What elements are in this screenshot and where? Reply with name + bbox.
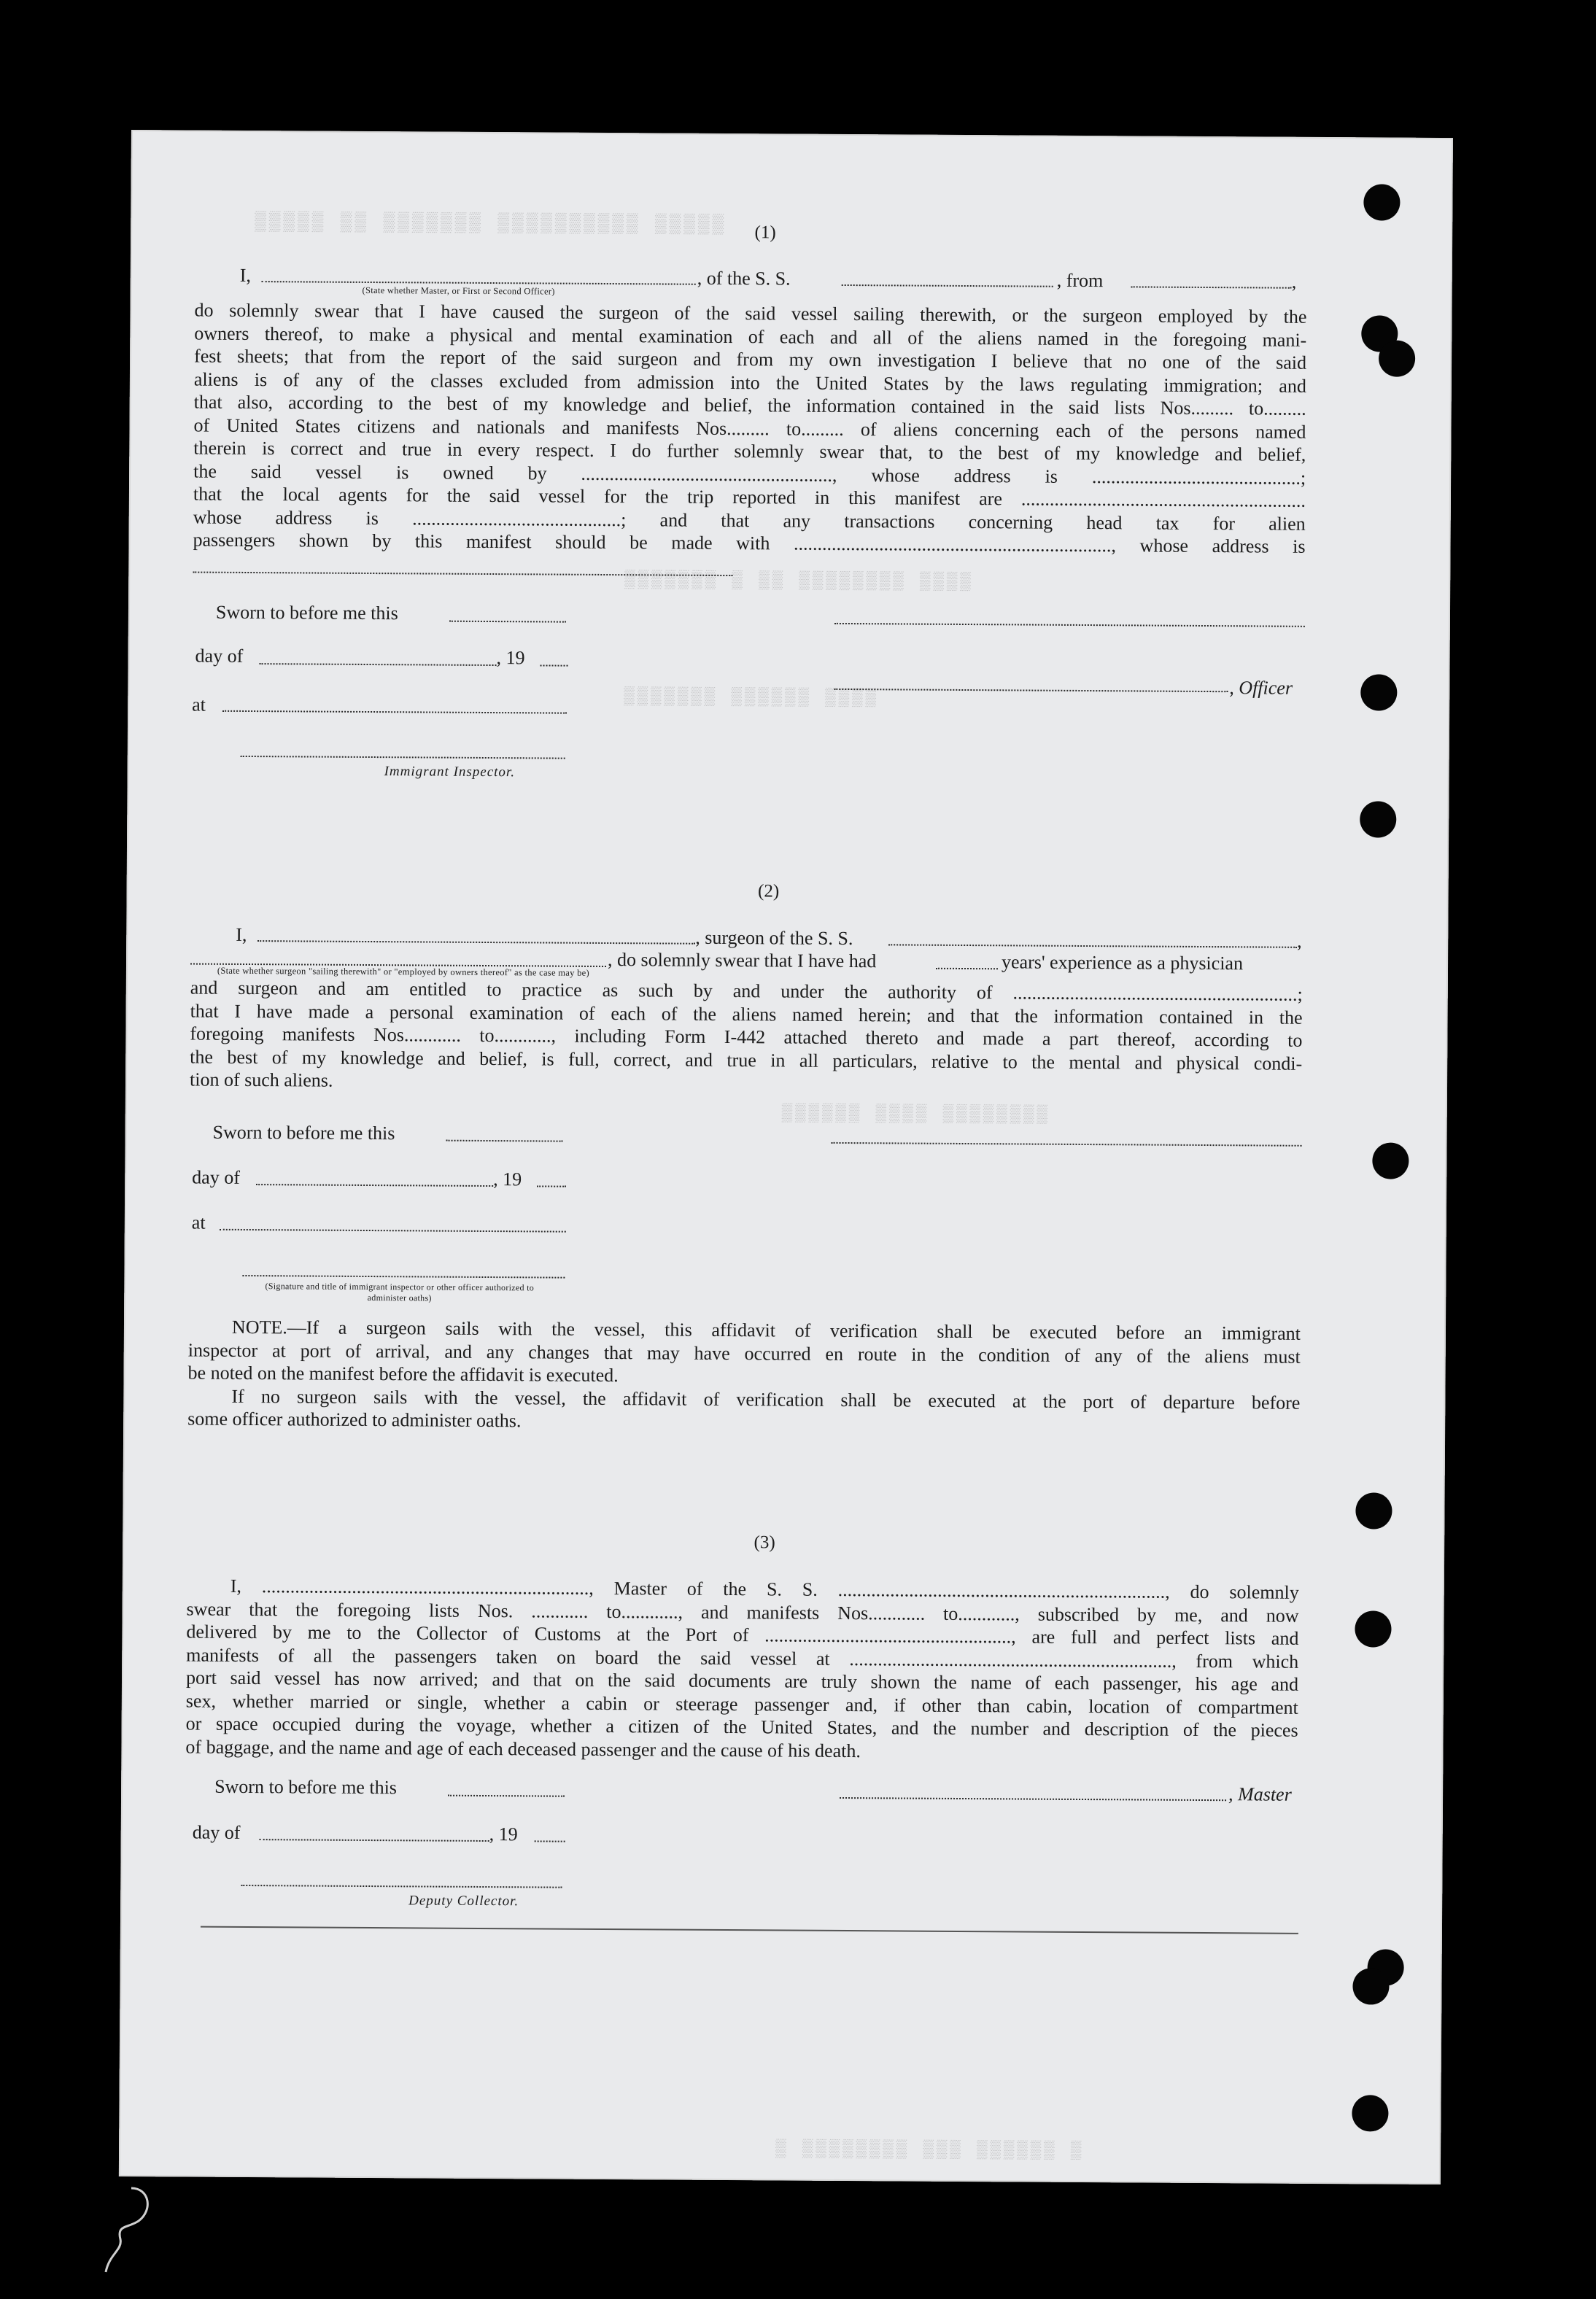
s1-rank-note: (State whether Master, or First or Second Officer) bbox=[362, 284, 555, 297]
s3-body-line: port said vessel has now arrived; and that on the said documents are truly shown the name of each passenger, his age and bbox=[185, 1667, 1299, 1695]
s1-line1-from: , from bbox=[1056, 269, 1104, 292]
s1-sworn-label: Sworn to before me this bbox=[215, 601, 398, 624]
s2-note-line: NOTE.—If a surgeon sails with the vessel, this affidavit of verification shall be executed before an immigrant bbox=[231, 1316, 1301, 1344]
s1-body-line: passengers shown by this manifest should be made with ..................................................................., whose address is bbox=[193, 529, 1306, 557]
section-1-number: (1) bbox=[754, 222, 776, 243]
punch-hole bbox=[1360, 801, 1396, 837]
s3-day-of-label: day of bbox=[192, 1821, 241, 1843]
s2-body-line: tion of such aliens. bbox=[189, 1069, 333, 1091]
s3-collector-label: Deputy Collector. bbox=[408, 1893, 519, 1910]
s3-collector-signature-field[interactable] bbox=[241, 1885, 562, 1888]
s2-body bbox=[190, 977, 1303, 1098]
s1-vessel-name-field[interactable] bbox=[842, 284, 1053, 287]
s1-body-line: fest sheets; that from the report of the said surgeon and from my own investigation I believe that no one of the said bbox=[194, 345, 1307, 373]
s2-note-line: some officer authorized to administer oaths. bbox=[187, 1408, 522, 1432]
punch-hole bbox=[1355, 1610, 1391, 1647]
s1-at-label: at bbox=[192, 694, 206, 716]
s1-year-label: , 19 bbox=[496, 647, 525, 669]
s2-surgeon-note: (State whether surgeon "sailing therewith" or "employed by owners thereof" as the case may be) bbox=[217, 965, 590, 978]
s3-year-field[interactable] bbox=[535, 1840, 565, 1842]
s2-note bbox=[187, 1316, 1301, 1438]
s1-day-of-label: day of bbox=[195, 645, 244, 667]
s1-day-of-field[interactable] bbox=[260, 663, 497, 666]
s3-body-line: I, ....................................................................., Master of the S. S. ....................................................................., do solemnly bbox=[230, 1575, 1299, 1603]
s3-body-line: delivered by me to the Collector of Customs at the Port of ...................................................., are full and perfect lists and bbox=[186, 1621, 1299, 1649]
s1-body-line: that also, according to the best of my knowledge and belief, the information contained in the said lists Nos......... to......... bbox=[193, 391, 1306, 419]
s2-body-line: foregoing manifests Nos............ to............, including Form I-442 attached thereto and made a part thereof, according to bbox=[190, 1023, 1303, 1051]
s2-year-field[interactable] bbox=[537, 1185, 566, 1187]
s3-sworn-date-field[interactable] bbox=[448, 1795, 565, 1797]
s2-note-line: inspector at port of arrival, and any changes that may have occurred en route in the condition of any of the aliens must bbox=[187, 1339, 1301, 1368]
s1-officer-label: , Officer bbox=[1229, 677, 1293, 699]
s1-sworn-date-field[interactable] bbox=[449, 621, 566, 623]
s1-line1-i: I, bbox=[239, 264, 252, 287]
section-3-number: (3) bbox=[754, 1532, 775, 1553]
s3-master-signature-field[interactable] bbox=[840, 1797, 1226, 1801]
manifest-affidavit-sheet: ▒▒▒▒▒ ▒▒ ▒▒▒▒▒▒▒ ▒▒▒▒▒▒▒▒▒▒ ▒▒▒▒▒ ▒▒▒▒▒▒▒ ▒ ▒▒ ▒▒▒▒▒▒▒▒ ▒▒▒▒ ▒▒▒▒▒▒▒ ▒▒▒▒▒▒ ▒▒▒▒ ▒▒▒▒▒▒ ▒▒▒▒ ▒▒▒▒▒▒▒▒ ▒ ▒▒▒▒▒▒▒▒ ▒▒▒ ▒▒▒▒▒▒ ▒ (1) I, , of the S. S. , from , (State whether Master, or First or Second Officer) do solemnly swear that I have caused the surgeon of the said vessel sailing therewith, or the surgeon employed by the owners thereof, to make a physical and mental examination of each and all of the aliens named in the foregoing mani- fest sheets; that from the report of the said surgeon and from my own investigation I believe that no one of the said aliens is of any of the classes excluded from admission into the United States by the laws regulating immigration; and that also, according to the best of my knowledge and belief, the information contained in the said lists Nos......... to......... of United States citizens and nationals and manifests Nos......... to......... of aliens concerning each of the persons named therein is correct and true in every respect. I do further solemnly swear that, to the best of my knowledge and belief, the said vessel is owned by ....................................................., whose address is ............................................; that the local agents for the said vessel for the trip reported in this manifest are ............................................................ whose address is ............................................; and that any transactions concerning head tax for alien passengers shown by this manifest should be made with ..................................................................., whose address is Sworn to before me this day of , 19 , Officer at Immigrant Inspector. (2) I, , surgeon of the S. S. , , do solemnly swear that I have had years' experience as a physician (State whether surgeon "sailing therewith" or "employed by owners thereof" as the case may be) and surgeon and am entitled to practice as such by and under the authority of ............................................................; that I have made a personal examination of each of the aliens named herein; and that the information contained in the foregoing manifests Nos............ to............, including Form I-442 attached thereto and made a part thereof, according to the best of my knowledge and belief, is full, correct, and true in all particulars, relative to the mental and physical condi- tion of such aliens. Sworn to before me this day of , 19 at (Signature and title of immigrant inspector or other officer authorized to administer oaths) NOTE.—If a surgeon sails with the vessel, this affidavit of verification shall be executed before an immigrant inspector at port of arrival, and any changes that may have occurred en route in the condition of any of the aliens must be noted on the manifest before the affidavit is executed. If no surgeon sails with the vessel, the affidavit of verification shall be executed at the port of departure before some officer authorized to administer oaths. (3) I, ....................................................................., Master of the S. S. ....................................................................., do solemnly swear that the foregoing lists Nos. ............ to............, and manifests Nos............ to............, subscribed by me, and now delivered by me to the Collector of Customs at the Port of ...................................................., are full and perfect lists and manifests of all the passengers taken on board the said vessel at ...................................................................., from which port said vessel has now arrived; and that on the said documents are truly shown the name of each passenger, his age and sex, whether married or single, whether a cabin or steerage passenger and, if other than cabin, location of compartment or space occupied during the voyage, whether a citizen of the United States, and the number and description of the pieces of baggage, and the name and age of each deceased passenger and the cause of his death. Sworn to before me this , Master day of , 19 Deputy Collector. bbox=[119, 130, 1453, 2184]
s3-body-line: swear that the foregoing lists Nos. ............ to............, and manifests Nos............ to............, subscribed by me, and now bbox=[186, 1598, 1299, 1627]
s1-from-port-field[interactable] bbox=[1131, 286, 1292, 288]
s1-year-field[interactable] bbox=[541, 664, 568, 666]
s3-day-of-field[interactable] bbox=[260, 1839, 489, 1842]
s1-body-line: aliens is of any of the classes excluded from admission into the United States by the laws regulating immigration; and bbox=[193, 368, 1306, 397]
bottom-rule bbox=[201, 1926, 1298, 1934]
s2-vessel-name-field[interactable] bbox=[888, 944, 1297, 947]
s2-signature-note: (Signature and title of immigrant inspector or other officer authorized to administer oaths) bbox=[265, 1281, 535, 1303]
s2-surgeon-signature-field[interactable] bbox=[832, 1142, 1302, 1147]
s1-body-line: of United States citizens and nationals and manifests Nos......... to......... of aliens concerning each of the persons named bbox=[193, 414, 1306, 443]
s3-master-label: , Master bbox=[1228, 1783, 1292, 1805]
punch-hole bbox=[1355, 1492, 1392, 1529]
s1-body-line: that the local agents for the said vessel for the trip reported in this manifest are ............................................................ bbox=[193, 483, 1306, 511]
s3-body-line: sex, whether married or single, whether a cabin or steerage passenger and, if other than cabin, location of compartment bbox=[185, 1689, 1298, 1718]
s2-note-line: be noted on the manifest before the affidavit is executed. bbox=[187, 1362, 619, 1387]
s3-body-line: of baggage, and the name and age of each deceased passenger and the cause of his death. bbox=[185, 1735, 861, 1761]
s3-year-label: , 19 bbox=[489, 1823, 518, 1845]
s2-body-line: the best of my knowledge and belief, is full, correct, and true in all particulars, relative to the mental and physical condi- bbox=[190, 1046, 1303, 1074]
s1-inspector-label: Immigrant Inspector. bbox=[384, 764, 516, 780]
s1-line1-ss: , of the S. S. bbox=[697, 267, 791, 290]
s1-officer-signature-field[interactable] bbox=[834, 623, 1305, 627]
s1-body-line: the said vessel is owned by ....................................................., whose address is ............................................; bbox=[193, 460, 1306, 489]
s2-line1-ss: , surgeon of the S. S. bbox=[695, 926, 853, 950]
punch-hole bbox=[1363, 184, 1400, 220]
s3-body-line: or space occupied during the voyage, whether a citizen of the United States, and the number and description of the pieces bbox=[185, 1713, 1298, 1741]
s2-line1-i: I, bbox=[236, 923, 247, 945]
s1-body-line: therein is correct and true in every respect. I do further solemnly swear that, to the best of my knowledge and belief, bbox=[193, 437, 1306, 465]
s3-sworn-label: Sworn to before me this bbox=[214, 1775, 398, 1799]
s2-years-experience-field[interactable] bbox=[936, 968, 998, 970]
s2-line2-swear: , do solemnly swear that I have had bbox=[607, 949, 877, 972]
s2-at-label: at bbox=[191, 1211, 206, 1233]
s1-at-field[interactable] bbox=[222, 710, 567, 714]
s2-surgeon-name-field[interactable] bbox=[257, 940, 695, 945]
s3-body-line: manifests of all the passengers taken on board the said vessel at ...................................................................., from which bbox=[186, 1643, 1299, 1672]
section-2-number: (2) bbox=[757, 881, 780, 902]
s2-at-field[interactable] bbox=[220, 1229, 566, 1233]
s2-line2-years: years' experience as a physician bbox=[1001, 951, 1244, 974]
s2-body-line: and surgeon and am entitled to practice as such by and under the authority of ............................................................; bbox=[190, 977, 1303, 1005]
s2-line1-comma: , bbox=[1297, 930, 1302, 952]
s1-body bbox=[193, 299, 1306, 559]
s2-inspector-signature-field[interactable] bbox=[242, 1275, 565, 1279]
punch-hole bbox=[1360, 674, 1397, 710]
s1-body-line: whose address is ............................................; and that any transactions concerning head tax for alien bbox=[193, 506, 1306, 535]
s3-body bbox=[185, 1575, 1299, 1765]
punch-hole bbox=[1352, 1968, 1389, 2004]
s2-sworn-date-field[interactable] bbox=[446, 1140, 563, 1142]
s2-body-line: that I have made a personal examination of each of the aliens named herein; and that the information contained in the bbox=[190, 1000, 1303, 1028]
s2-sworn-label: Sworn to before me this bbox=[212, 1121, 395, 1144]
s2-day-of-field[interactable] bbox=[256, 1184, 493, 1187]
s1-line1-comma: , bbox=[1291, 271, 1297, 292]
s1-body-line: do solemnly swear that I have caused the surgeon of the said vessel sailing therewith, or the surgeon employed by the bbox=[194, 299, 1307, 327]
s1-inspector-signature-field[interactable] bbox=[241, 756, 565, 759]
punch-hole bbox=[1372, 1142, 1409, 1179]
s2-note-line: If no surgeon sails with the vessel, the affidavit of verification shall be executed at the port of departure before bbox=[231, 1385, 1301, 1414]
s2-year-label: , 19 bbox=[493, 1168, 522, 1190]
stray-scratch-mark bbox=[88, 2181, 160, 2283]
s1-body-line: owners thereof, to make a physical and mental examination of each and all of the aliens named in the foregoing mani- bbox=[194, 322, 1307, 351]
s2-day-of-label: day of bbox=[192, 1166, 241, 1188]
punch-hole bbox=[1352, 2095, 1388, 2131]
punch-hole bbox=[1379, 340, 1415, 376]
